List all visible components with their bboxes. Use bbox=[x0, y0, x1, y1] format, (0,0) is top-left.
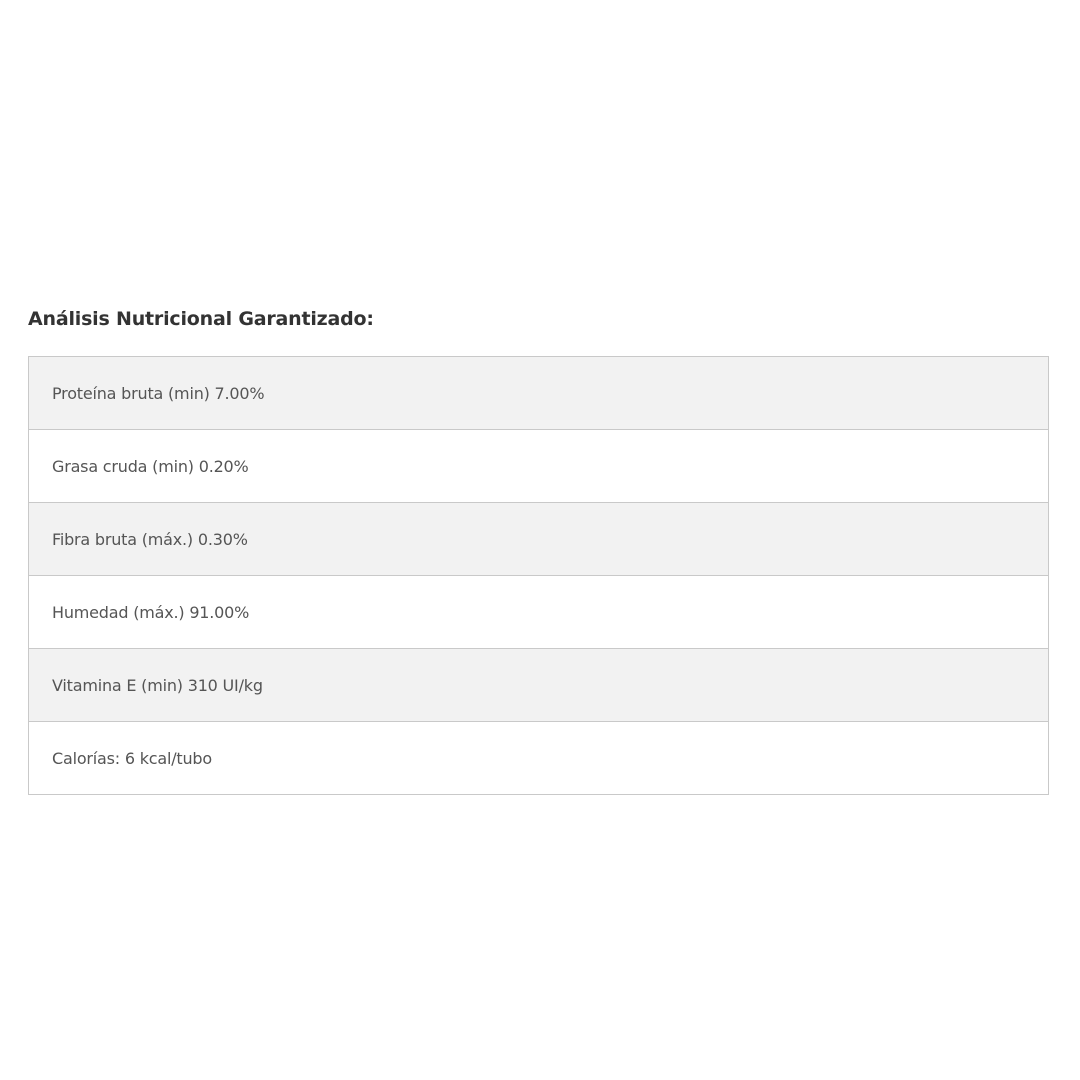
table-cell: Grasa cruda (min) 0.20% bbox=[29, 430, 1049, 503]
nutrition-table bbox=[28, 356, 1049, 795]
table-cell: Calorías: 6 kcal/tubo bbox=[29, 722, 1049, 795]
table-cell: Fibra bruta (máx.) 0.30% bbox=[29, 503, 1049, 576]
section-heading: Análisis Nutricional Garantizado: bbox=[28, 308, 374, 330]
table-row bbox=[29, 576, 1049, 649]
table-row bbox=[29, 503, 1049, 576]
table-cell: Vitamina E (min) 310 UI/kg bbox=[29, 649, 1049, 722]
nutrition-section bbox=[28, 303, 1049, 795]
table-row bbox=[29, 722, 1049, 795]
table-row bbox=[29, 357, 1049, 430]
table-row bbox=[29, 649, 1049, 722]
table-cell: Humedad (máx.) 91.00% bbox=[29, 576, 1049, 649]
table-row bbox=[29, 430, 1049, 503]
table-cell: Proteína bruta (min) 7.00% bbox=[29, 357, 1049, 430]
